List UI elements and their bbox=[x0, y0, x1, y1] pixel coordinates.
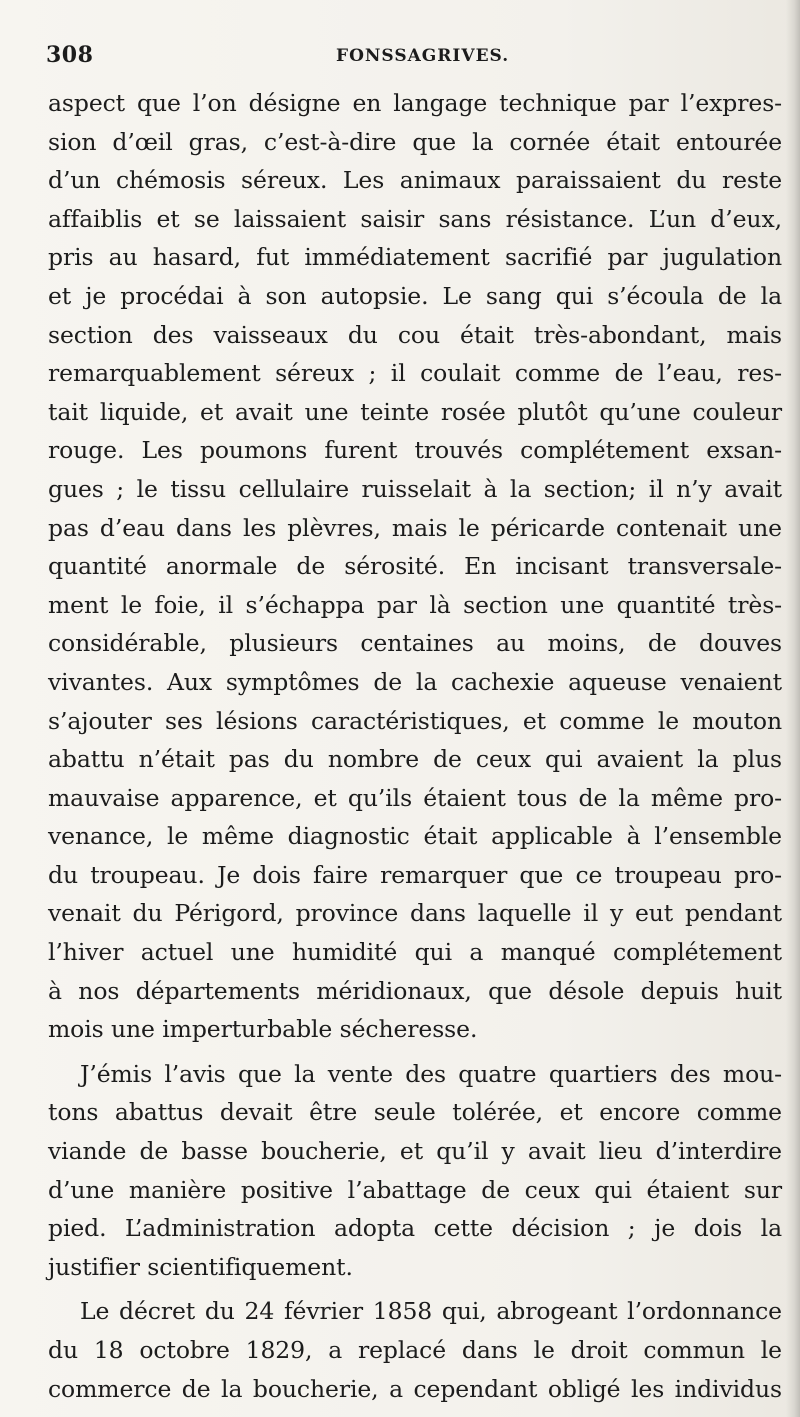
text-line: ment le foie, il s’échappa par là section une quantité très- bbox=[48, 590, 782, 619]
text-line: rouge. Les poumons furent trouvés complétement exsan- bbox=[48, 436, 782, 465]
text-line: tons abattus devait être seule tolérée, et encore comme bbox=[48, 1098, 782, 1127]
text-line: pas d’eau dans les plèvres, mais le péricarde contenait une bbox=[48, 513, 782, 542]
text-line: quantité anormale de sérosité. En incisant transversale- bbox=[48, 552, 782, 581]
text-line: s’ajouter ses lésions caractéristiques, et comme le mouton bbox=[48, 706, 782, 735]
text-line: abattu n’était pas du nombre de ceux qui avaient la plus bbox=[48, 745, 782, 774]
text-line: l’hiver actuel une humidité qui a manqué complétement bbox=[48, 938, 782, 967]
page-header bbox=[46, 42, 766, 76]
text-line: mauvaise apparence, et qu’ils étaient tous de la même pro- bbox=[48, 783, 782, 812]
text-line: Le décret du 24 février 1858 qui, abrogeant l’ordonnance bbox=[80, 1297, 782, 1326]
text-line: tait liquide, et avait une teinte rosée plutôt qu’une couleur bbox=[48, 397, 782, 426]
text-line: pied. L’administration adopta cette décision ; je dois la bbox=[48, 1214, 782, 1243]
text-line: remarquablement séreux ; il coulait comme de l’eau, res- bbox=[48, 359, 782, 388]
text-line: affaiblis et se laissaient saisir sans résistance. L’un d’eux, bbox=[48, 204, 782, 233]
body-text bbox=[48, 84, 782, 1408]
text-line: viande de basse boucherie, et qu’il y avait lieu d’interdire bbox=[48, 1137, 782, 1166]
text-line: à nos départements méridionaux, que désole depuis huit bbox=[48, 976, 782, 1005]
text-line: gues ; le tissu cellulaire ruisselait à la section; il n’y avait bbox=[48, 474, 782, 503]
text-line: aspect que l’on désigne en langage technique par l’expres- bbox=[48, 89, 782, 117]
text-line: du troupeau. Je dois faire remarquer que ce troupeau pro- bbox=[48, 860, 782, 889]
paragraph-1 bbox=[48, 84, 782, 1049]
text-line: commerce de la boucherie, a cependant obligé les individus bbox=[48, 1374, 782, 1403]
text-line: pris au hasard, fut immédiatement sacrifié par jugulation bbox=[48, 243, 782, 272]
text-line: d’un chémosis séreux. Les animaux paraissaient du reste bbox=[48, 166, 782, 195]
running-head: FONSSAGRIVES. bbox=[336, 46, 510, 66]
text-line: venance, le même diagnostic était applicable à l’ensemble bbox=[48, 822, 782, 851]
page-number: 308 bbox=[46, 42, 94, 68]
text-line: et je procédai à son autopsie. Le sang qui s’écoula de la bbox=[48, 281, 782, 310]
text-line: d’une manière positive l’abattage de ceux qui étaient sur bbox=[48, 1175, 782, 1204]
paragraph-2 bbox=[48, 1055, 782, 1287]
text-line: considérable, plusieurs centaines au moins, de douves bbox=[48, 629, 782, 658]
paragraph-3 bbox=[48, 1292, 782, 1408]
text-line: du 18 octobre 1829, a replacé dans le droit commun le bbox=[48, 1336, 782, 1364]
text-line: vivantes. Aux symptômes de la cachexie aqueuse venaient bbox=[48, 667, 782, 696]
text-line: sion d’œil gras, c’est-à-dire que la cornée était entourée bbox=[48, 127, 782, 156]
text-line: section des vaisseaux du cou était très-abondant, mais bbox=[48, 320, 782, 349]
text-line: mois une imperturbable sécheresse. bbox=[48, 1015, 478, 1044]
page-edge-shadow bbox=[786, 0, 800, 1417]
text-line: J’émis l’avis que la vente des quatre quartiers des mou- bbox=[80, 1059, 782, 1088]
text-line: venait du Périgord, province dans laquelle il y eut pendant bbox=[48, 899, 782, 928]
text-line: justifier scientifiquement. bbox=[48, 1252, 353, 1281]
